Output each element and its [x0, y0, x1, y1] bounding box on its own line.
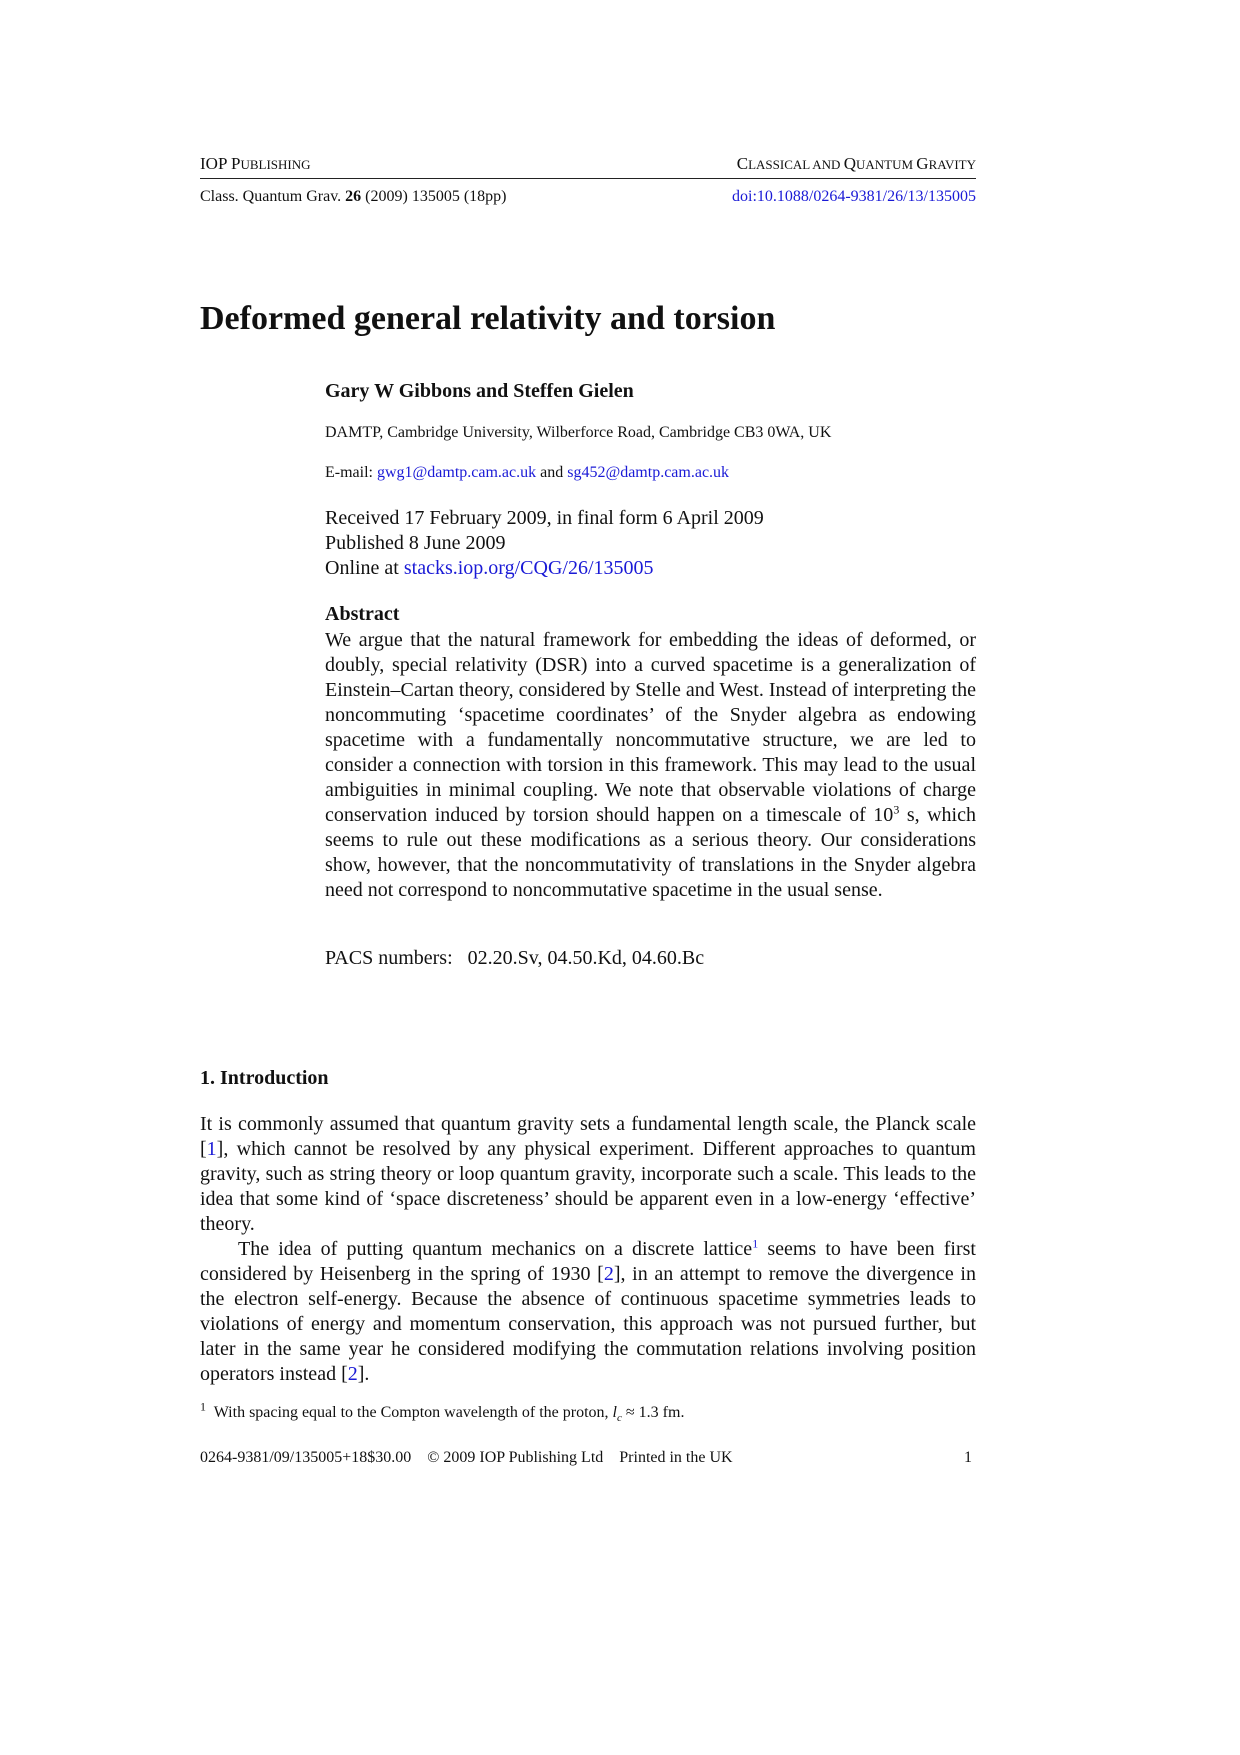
published-date: Published 8 June 2009 — [325, 532, 506, 554]
introduction-body — [200, 1112, 976, 1387]
publication-dates — [325, 506, 764, 581]
email-link-gielen[interactable]: sg452@damtp.cam.ac.uk — [567, 464, 730, 481]
received-date: Received 17 February 2009, in final form 6 April 2009 — [325, 507, 764, 529]
citation-line: Class. Quantum Grav. 26 (2009) 135005 (18pp) — [200, 188, 507, 205]
abstract-heading: Abstract — [325, 603, 400, 625]
header-rule — [200, 178, 976, 179]
citation-ref-2b[interactable]: 2 — [347, 1363, 358, 1385]
journal-name: CLASSICAL AND QUANTUM GRAVITY — [736, 154, 976, 173]
email-line: E-mail: gwg1@damtp.cam.ac.uk and sg452@damtp.cam.ac.uk — [325, 464, 730, 481]
online-link[interactable]: stacks.iop.org/CQG/26/135005 — [403, 557, 654, 579]
affiliation: DAMTP, Cambridge University, Wilberforce Road, Cambridge CB3 0WA, UK — [325, 424, 832, 441]
email-link-gibbons[interactable]: gwg1@damtp.cam.ac.uk — [376, 464, 537, 481]
section-heading-introduction: 1. Introduction — [200, 1067, 329, 1089]
publisher-name: IOP PUBLISHING — [200, 154, 311, 173]
copyright-footer: 0264-9381/09/135005+18$30.00 © 2009 IOP Publishing Ltd Printed in the UK — [200, 1449, 733, 1466]
footnote-ref-1[interactable]: 1 — [752, 1236, 759, 1251]
paragraph: The idea of putting quantum mechanics on a discrete lattice$^1$ seems to have been first considered by Heisenberg in the spring of 1930 [2], in an attempt to remove the divergence in the electron self-energy. Because the absence of continuous spacetime symmetries leads to violations of energy and momentum conservation, this approach was not pursued further, but later in the same year he considered modifying the commutation relations involving position operators instead [2]. — [200, 1236, 976, 1385]
abstract-exponent: 3 — [893, 802, 900, 817]
paragraph: It is commonly assumed that quantum gravity sets a fundamental length scale, the Planck scale [1], which cannot be resolved by any physical experiment. Different approaches to quantum gravity, such as string theory or loop quantum gravity, incorporate such a scale. This leads to the idea that some kind of ‘space discreteness’ should be apparent even in a low-energy ‘effective’ theory. — [200, 1113, 976, 1235]
author-list: Gary W Gibbons and Steffen Gielen — [325, 380, 634, 402]
online-line: Online at stacks.iop.org/CQG/26/135005 — [325, 557, 654, 579]
paper-title: Deformed general relativity and torsion — [200, 300, 776, 337]
citation-ref-1[interactable]: 1 — [206, 1138, 217, 1160]
pacs-numbers: PACS numbers: 02.20.Sv, 04.50.Kd, 04.60.Bc — [325, 947, 705, 969]
page-number: 1 — [964, 1449, 972, 1466]
citation-ref-2[interactable]: 2 — [603, 1263, 614, 1285]
abstract-text: We argue that the natural framework for embedding the ideas of deformed, or doubly, special relativity (DSR) into a curved spacetime is a generalization of Einstein–Cartan theory, considered by Stelle and West. Instead of interpreting the noncommuting ‘spacetime coordinates’ of the Snyder algebra as endowing spacetime with a fundamentally noncommutative structure, we are led to consider a connection with torsion in this framework. This may lead to the usual ambiguities in minimal coupling. We note that observable violations of charge conservation induced by torsion should happen on a timescale of $10^3$ s, which seems to rule out these modifications as a serious theory. Our considerations show, however, that the noncommutativity of translations in the Snyder algebra need not correspond to noncommutative spacetime in the usual sense. — [325, 629, 976, 901]
doi-link[interactable]: doi:10.1088/0264-9381/26/13/135005 — [732, 188, 976, 205]
footnote: $^1$ With spacing equal to the Compton wavelength of the proton, $l_c \approx 1.3$ fm. — [200, 1399, 685, 1425]
